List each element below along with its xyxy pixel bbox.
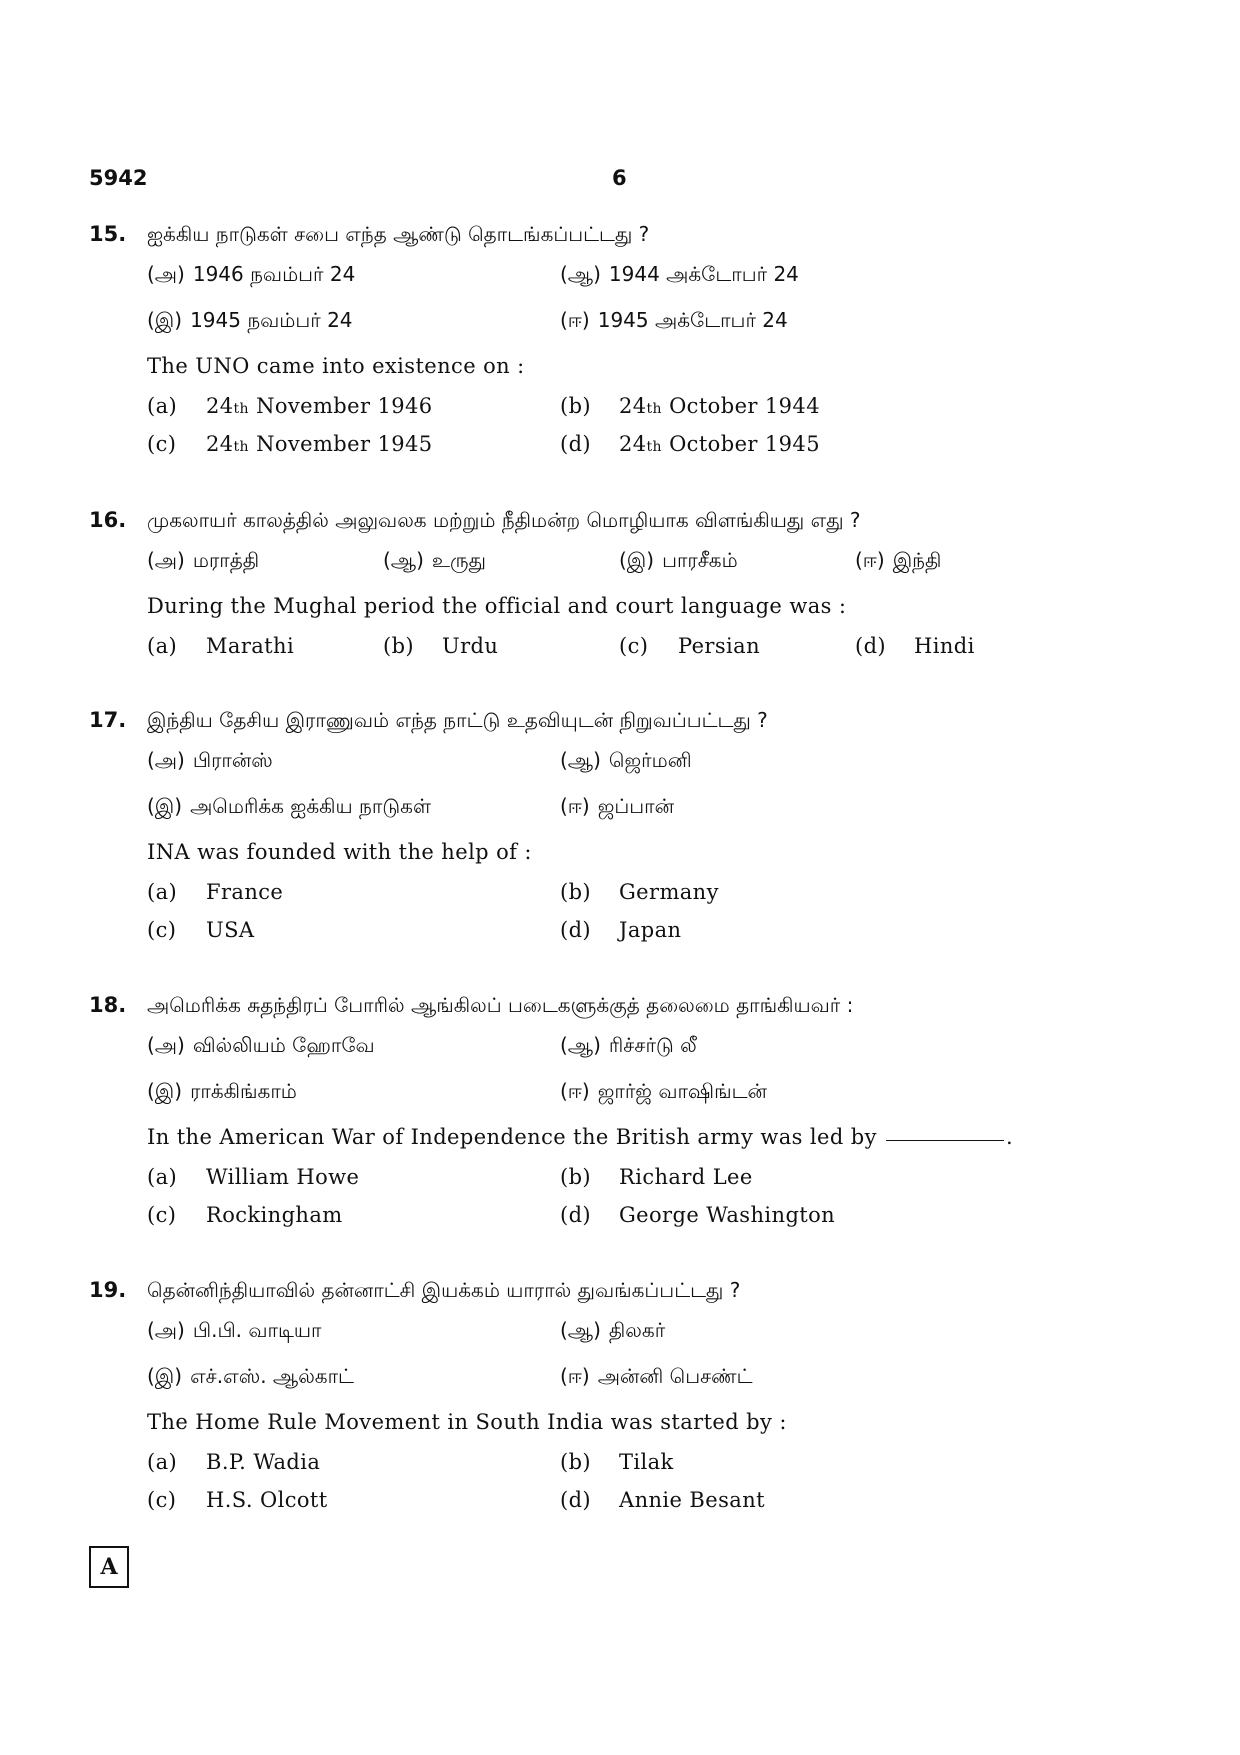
option-c: (c) Persian — [619, 634, 760, 658]
question-number: 19. — [89, 1278, 127, 1302]
question-17 — [89, 708, 1169, 956]
option-tamil-3: (இ) பாரசீகம் — [619, 548, 738, 572]
question-number: 15. — [89, 222, 127, 246]
option-tamil-3: (இ) ராக்கிங்காம் — [147, 1079, 297, 1103]
option-a: (a) Marathi — [147, 634, 295, 658]
question-16 — [89, 508, 1169, 672]
question-15 — [89, 222, 1169, 470]
answer-blank — [886, 1140, 1004, 1141]
option-c: (c) USA — [147, 918, 255, 942]
option-tamil-3: (இ) அமெரிக்க ஐக்கிய நாடுகள் — [147, 794, 431, 818]
option-d: (d) Japan — [560, 918, 682, 942]
option-d: (d) Annie Besant — [560, 1488, 765, 1512]
question-number: 16. — [89, 508, 127, 532]
option-tamil-2: (ஆ) 1944 அக்டோபர் 24 — [560, 262, 799, 286]
question-set-label: A — [89, 1546, 129, 1588]
option-a: (a) William Howe — [147, 1165, 360, 1189]
option-b: (b) Richard Lee — [560, 1165, 753, 1189]
option-d: (d) Hindi — [855, 634, 975, 658]
question-text-tamil: அமெரிக்க சுதந்திரப் போரில் ஆங்கிலப் படைகளுக்குத் தலைமை தாங்கியவர் : — [147, 993, 854, 1017]
option-tamil-2: (ஆ) உருது — [383, 548, 486, 572]
question-text-english: During the Mughal period the official and court language was : — [147, 594, 847, 618]
question-text-tamil: இந்திய தேசிய இராணுவம் எந்த நாட்டு உதவியுடன் நிறுவப்பட்டது ? — [147, 708, 768, 732]
option-a: (a) France — [147, 880, 284, 904]
option-a: (a) 24 th November 1946 — [147, 394, 433, 418]
question-text-tamil: ஐக்கிய நாடுகள் சபை எந்த ஆண்டு தொடங்கப்பட்டது ? — [147, 222, 650, 246]
option-tamil-3: (இ) 1945 நவம்பர் 24 — [147, 308, 353, 332]
option-tamil-4: (ஈ) அன்னி பெசண்ட் — [560, 1364, 753, 1388]
option-b: (b) 24 th October 1944 — [560, 394, 820, 418]
option-b: (b) Tilak — [560, 1450, 674, 1474]
option-tamil-1: (அ) பிரான்ஸ் — [147, 748, 273, 772]
option-c: (c) H.S. Olcott — [147, 1488, 328, 1512]
option-tamil-2: (ஆ) ரிச்சர்டு லீ — [560, 1033, 697, 1057]
question-text-english: In the American War of Independence the British army was led by . — [147, 1125, 1014, 1149]
option-tamil-1: (அ) வில்லியம் ஹோவே — [147, 1033, 375, 1057]
paper-code: 5942 — [89, 166, 148, 190]
page-number: 6 — [612, 166, 627, 190]
question-number: 18. — [89, 993, 127, 1017]
option-tamil-4: (ஈ) ஜப்பான் — [560, 794, 675, 818]
question-number: 17. — [89, 708, 127, 732]
option-tamil-4: (ஈ) ஜார்ஜ் வாஷிங்டன் — [560, 1079, 767, 1103]
option-c: (c) Rockingham — [147, 1203, 343, 1227]
option-tamil-2: (ஆ) ஜெர்மனி — [560, 748, 692, 772]
option-b: (b) Urdu — [383, 634, 499, 658]
option-tamil-1: (அ) மராத்தி — [147, 548, 260, 572]
question-18 — [89, 993, 1169, 1241]
question-text-english: INA was founded with the help of : — [147, 840, 532, 864]
option-tamil-1: (அ) 1946 நவம்பர் 24 — [147, 262, 356, 286]
question-text-english: The Home Rule Movement in South India was started by : — [147, 1410, 787, 1434]
option-c: (c) 24 th November 1945 — [147, 432, 433, 456]
question-text-english: The UNO came into existence on : — [147, 354, 525, 378]
option-a: (a) B.P. Wadia — [147, 1450, 321, 1474]
option-d: (d) 24 th October 1945 — [560, 432, 820, 456]
option-tamil-4: (ஈ) இந்தி — [855, 548, 942, 572]
option-tamil-1: (அ) பி.பி. வாடியா — [147, 1318, 322, 1342]
question-text-tamil: தென்னிந்தியாவில் தன்னாட்சி இயக்கம் யாரால் துவங்கப்பட்டது ? — [147, 1278, 741, 1302]
option-tamil-4: (ஈ) 1945 அக்டோபர் 24 — [560, 308, 788, 332]
option-tamil-2: (ஆ) திலகர் — [560, 1318, 666, 1342]
option-b: (b) Germany — [560, 880, 719, 904]
question-text-tamil: முகலாயர் காலத்தில் அலுவலக மற்றும் நீதிமன்ற மொழியாக விளங்கியது எது ? — [147, 508, 861, 532]
option-d: (d) George Washington — [560, 1203, 836, 1227]
option-tamil-3: (இ) எச்.எஸ். ஆல்காட் — [147, 1364, 354, 1388]
question-19 — [89, 1278, 1169, 1526]
